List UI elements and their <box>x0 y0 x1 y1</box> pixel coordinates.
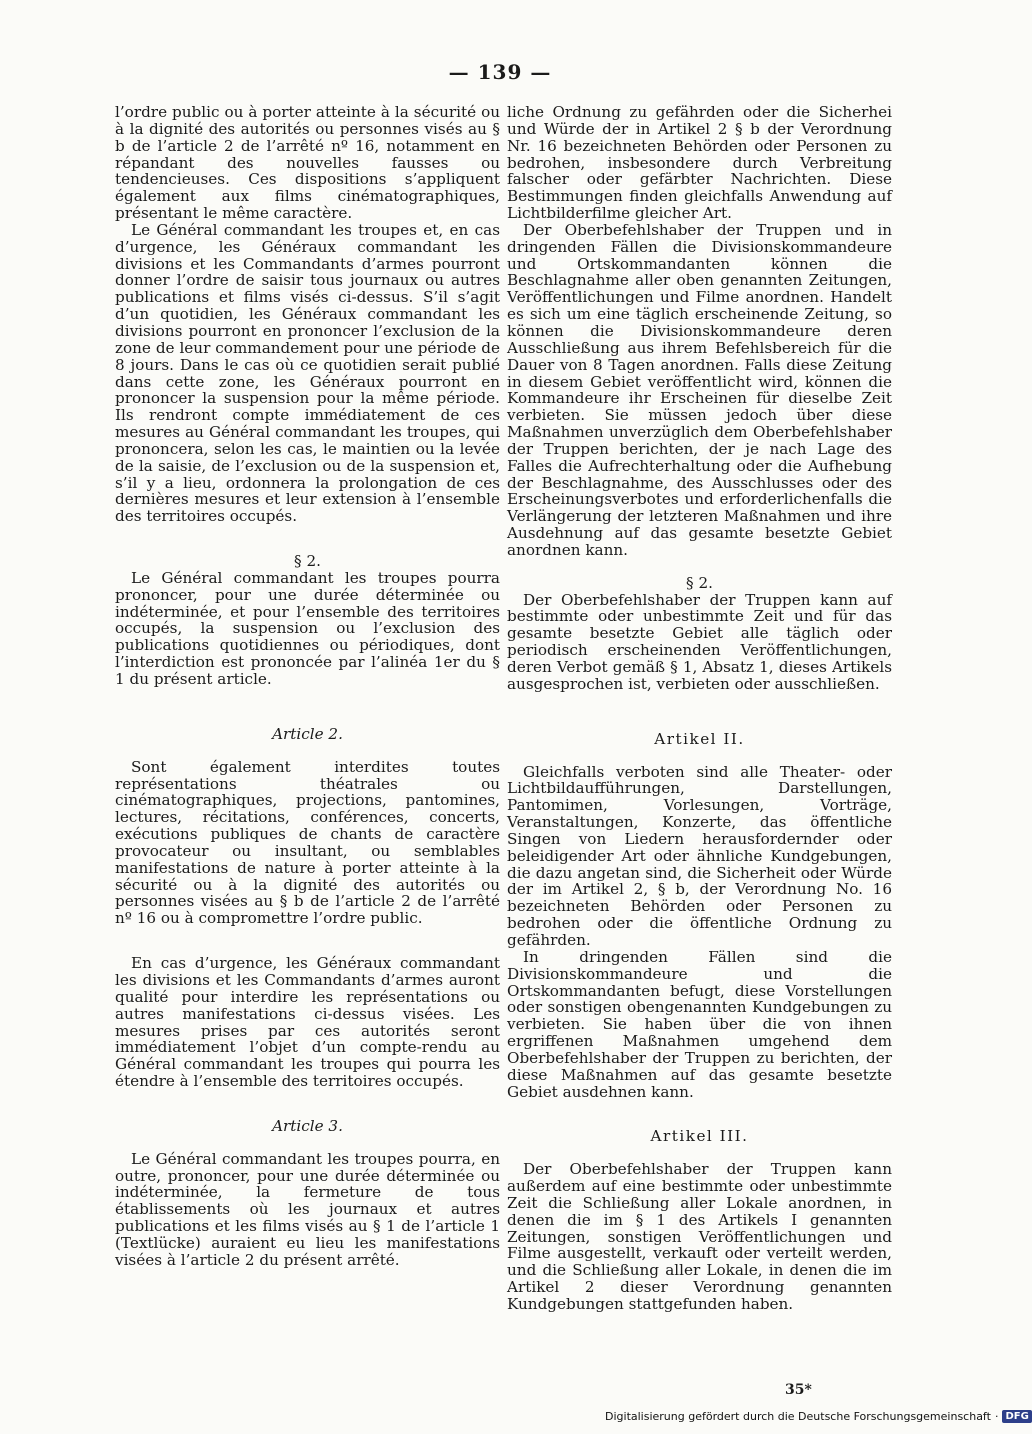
paragraph: Le Général commandant les troupes pourra, en outre, prononcer, pour une durée déterminée ou indéterminée, la fermeture de tous établissements où les journaux et autres publications et les films visés au § 1 de l’article 1 (Textlücke) auraient eu lieu les manifestations visées à l’article 2 du présent arrêté. <box>115 1149 500 1269</box>
paragraph: Der Oberbefehlshaber der Truppen und in dringenden Fällen die Divisionskommandeure und Ortskommandanten können die Beschlagnahme aller oben genannten Zeitungen, Veröffentlichungen und Filme anordnen. Handelt es sich um eine täglich erscheinende Zeitung, so können die Divisionskommandeure deren Ausschließung aus ihrem Befehlsbereich für die Dauer von 8 Tagen anordnen. Falls diese Zeitung in diesem Gebiet veröffentlicht wird, können die Kommandeure ihr Erscheinen für dieselbe Zeit verbieten. Sie müssen jedoch über diese Maßnahmen unverzüglich dem Oberbefehlshaber der Truppen berichten, der je nach Lage des Falles die Aufrechterhaltung oder die Aufhebung der Beschlagnahme, des Ausschlusses oder des Erscheinungsverbotes und erforderlichenfalls die Verlängerung der letzteren Maßnahmen und ihre Ausdehnung auf das gesamte besetzte Gebiet anordnen kann. <box>507 220 892 559</box>
paragraph: En cas d’urgence, les Généraux commandant les divisions et les Commandants d’armes auront qualité pour interdire les représentations ou autres manifestations ci-dessus visées. Les mesures prises par ces autorités seront immédiatement l’objet d’un compte-rendu au Général commandant les troupes qui pourra les étendre à l’ensemble des territoires occupés. <box>115 954 500 1091</box>
paragraph: In dringenden Fällen sind die Divisionskommandeure und die Ortskommandanten befugt, diese Vorstellungen oder sonstigen obengenannten Kundgebungen zu verbieten. Sie haben über die von ihnen ergriffenen Maßnahmen umgehend dem Oberbefehlshaber der Truppen zu berichten, der diese Maßnahmen auf das gesamte besetzte Gebiet ausdehnen kann. <box>507 947 892 1101</box>
digitization-footer <box>605 1410 1029 1423</box>
german-column <box>507 104 892 1313</box>
paragraph: Le Général commandant les troupes et, en cas d’urgence, les Généraux commandant les divisions et les Commandants d’armes pourront donner l’ordre de saisir tous journaux ou autres publications et films visés ci-dessus. S’il s’agit d’un quotidien, les Généraux commandant les divisions pourront en prononcer l’exclusion de la zone de leur commandement pour une période de 8 jours. Dans le cas où ce quotidien serait publié dans cette zone, les Généraux pourront en prononcer la suspension pour la même période. Ils rendront compte immédiatement de ces mesures au Général commandant les troupes, qui prononcera, selon les cas, le maintien ou la levée de la saisie, de l’exclusion ou de la suspension et, s’il y a lieu, ordonnera la prolongation de ces dernières mesures et leur extension à l’ensemble des territoires occupés. <box>115 220 500 526</box>
french-column <box>115 104 500 1269</box>
paragraph: l’ordre public ou à porter atteinte à la sécurité ou à la dignité des autorités ou personnes visés au § b de l’article 2 de l’arrêté nº 16, notamment en répandant des nouvelles fausses ou tendencieuses. Ces dispositions s’appliquent également aux films cinématographiques, présentant le même caractère. <box>115 103 500 223</box>
paragraph: Der Oberbefehlshaber der Truppen kann außerdem auf eine bestimmte oder unbestimmte Zeit die Schließung aller Lokale anordnen, in denen die im § 1 des Artikels I genannten Zeitungen, sonstigen Veröffentlichungen und Filme ausgestellt, verkauft oder verteilt werden, und die Schließung aller Lokale, in denen die im Artikel 2 dieser Verordnung genannten Kundgebungen stattgefunden haben. <box>507 1160 892 1313</box>
section-heading: § 2. <box>686 573 713 592</box>
paragraph: Gleichfalls verboten sind alle Theater- oder Lichtbildaufführungen, Darstellungen, Pantomimen, Vorlesungen, Vorträge, Veranstaltungen, Konzerte, das öffentliche Singen von Liedern herausfordernder oder beleidigender Art oder ähnliche Kundgebungen, die dazu angetan sind, die Sicherheit oder Würde der im Artikel 2, § b, der Verordnung No. 16 bezeichneten Behörden oder Personen zu bedrohen oder die öffentliche Ordnung zu gefährden. <box>507 762 892 949</box>
paragraph: Sont également interdites toutes représentations théatrales ou cinématographiques, projections, pantomines, lectures, récitations, conférences, concerts, exécutions publiques de chants de caractère provocateur ou insultant, ou semblables manifestations de nature à porter atteinte à la sécurité ou à la dignité des autorités ou personnes visées au § b de l’article 2 de l’arrêté nº 16 ou à compromettre l’ordre public. <box>115 757 500 928</box>
dfg-logo-icon: DFG <box>1002 1410 1031 1423</box>
sheet-signature: 35* <box>785 1382 812 1398</box>
section-heading: § 2. <box>294 552 321 571</box>
article-heading: Article 2. <box>272 724 343 743</box>
article-heading: Artikel II. <box>654 729 745 748</box>
paragraph: Le Général commandant les troupes pourra prononcer, pour une durée déterminée ou indéterminée, et pour l’ensemble des territoires occupés, la suspension ou l’exclusion des publications quotidiennes ou périodiques, dont l’interdiction est prononcée par l’alinéa 1er du § 1 du présent article. <box>115 568 500 688</box>
paragraph: liche Ordnung zu gefährden oder die Sicherhei und Würde der in Artikel 2 § b der Verordnung Nr. 16 bezeichneten Behörden oder Personen zu bedrohen, insbesondere durch Verbreitung falscher oder gefärbter Nachrichten. Diese Bestimmungen finden gleichfalls Anwendung auf Lichtbilderfilme gleicher Art. <box>507 103 892 223</box>
footer-text: Digitalisierung gefördert durch die Deutsche Forschungsgemeinschaft <box>605 1410 991 1423</box>
paragraph: Der Oberbefehlshaber der Truppen kann auf bestimmte oder unbestimmte Zeit und für das gesamte besetzte Gebiet alle täglich oder periodisch erscheinenden Veröffentlichungen, deren Verbot gemäß § 1, Absatz 1, dieses Artikels ausgesprochen ist, verbieten oder ausschließen. <box>507 590 892 693</box>
article-heading: Artikel III. <box>650 1127 749 1146</box>
article-heading: Article 3. <box>272 1116 343 1135</box>
page-number: — 139 — <box>448 60 552 84</box>
dot-separator: · <box>994 1410 999 1423</box>
